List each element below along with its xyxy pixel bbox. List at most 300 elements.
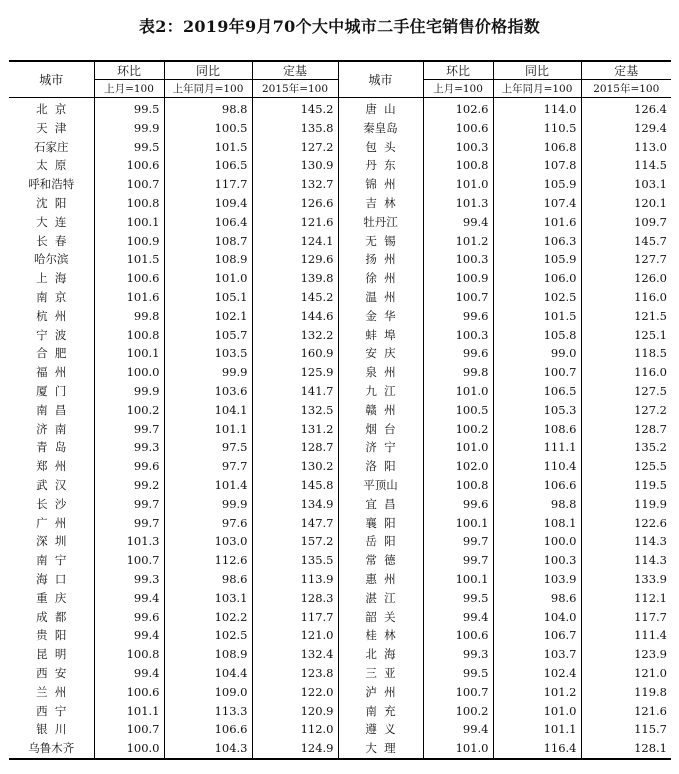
cell-base-left: 132.2 <box>252 326 338 345</box>
cell-base-right: 128.7 <box>581 420 671 439</box>
cell-city-right: 南 充 <box>338 702 423 721</box>
cell-yoy-left: 104.3 <box>164 739 252 759</box>
cell-mom-right: 101.2 <box>423 232 493 251</box>
cell-mom-right: 102.0 <box>423 457 493 476</box>
table-row <box>9 213 671 232</box>
cell-mom-left: 99.5 <box>94 98 164 119</box>
table-row <box>9 194 671 213</box>
cell-city-left: 重 庆 <box>36 590 67 605</box>
cell-mom-left: 99.9 <box>94 119 164 138</box>
table-row <box>9 476 671 495</box>
cell-base-left: 141.7 <box>252 382 338 401</box>
cell-yoy-left: 113.3 <box>164 702 252 721</box>
cell-base-left: 132.7 <box>252 175 338 194</box>
cell-yoy-left: 104.1 <box>164 401 252 420</box>
subheader-yoy-right: 上年同月=100 <box>493 80 581 98</box>
header-yoy-right: 同比 <box>493 61 581 80</box>
cell-city-right: 宜 昌 <box>338 495 423 514</box>
table-row <box>9 532 671 551</box>
cell-yoy-left: 97.7 <box>164 457 252 476</box>
cell-base-left: 128.3 <box>252 589 338 608</box>
cell-base-right: 126.4 <box>581 98 671 119</box>
cell-mom-left: 99.6 <box>94 457 164 476</box>
cell-base-right: 119.8 <box>581 683 671 702</box>
cell-yoy-left: 99.9 <box>164 495 252 514</box>
cell-yoy-right: 106.3 <box>493 232 581 251</box>
cell-mom-right: 100.1 <box>423 570 493 589</box>
cell-city-left: 武 汉 <box>36 477 67 492</box>
table-row <box>9 608 671 627</box>
cell-mom-left: 99.7 <box>94 420 164 439</box>
cell-mom-left: 99.3 <box>94 570 164 589</box>
cell-base-left: 157.2 <box>252 532 338 551</box>
cell-yoy-right: 107.8 <box>493 156 581 175</box>
cell-base-right: 121.5 <box>581 307 671 326</box>
cell-base-right: 127.5 <box>581 382 671 401</box>
cell-yoy-left: 104.4 <box>164 664 252 683</box>
cell-yoy-left: 108.9 <box>164 250 252 269</box>
cell-city-left: 乌鲁木齐 <box>9 739 94 759</box>
cell-base-left: 128.7 <box>252 438 338 457</box>
cell-base-right: 112.1 <box>581 589 671 608</box>
cell-yoy-right: 101.1 <box>493 720 581 739</box>
header-base-right: 定基 <box>581 61 671 80</box>
table-row <box>9 514 671 533</box>
cell-city-left: 哈尔滨 <box>34 252 69 267</box>
table-row <box>9 438 671 457</box>
cell-city-left: 成 都 <box>36 609 67 624</box>
cell-base-left: 135.5 <box>252 551 338 570</box>
cell-city-left: 大 连 <box>36 214 67 229</box>
cell-yoy-left: 103.5 <box>164 344 252 363</box>
cell-city-right: 韶 关 <box>338 608 423 627</box>
cell-mom-right: 100.6 <box>423 119 493 138</box>
header-mom-right: 环比 <box>423 61 493 80</box>
cell-city-right: 牡丹江 <box>338 213 423 232</box>
cell-base-right: 116.0 <box>581 288 671 307</box>
cell-city-left: 贵 阳 <box>36 628 67 643</box>
cell-yoy-right: 105.8 <box>493 326 581 345</box>
cell-yoy-left: 105.7 <box>164 326 252 345</box>
cell-city-left: 长 沙 <box>36 496 67 511</box>
cell-yoy-left: 97.6 <box>164 514 252 533</box>
cell-city-left: 福 州 <box>36 365 67 380</box>
cell-base-right: 127.2 <box>581 401 671 420</box>
cell-city-left: 郑 州 <box>36 459 67 474</box>
cell-mom-right: 100.2 <box>423 702 493 721</box>
cell-base-left: 121.6 <box>252 213 338 232</box>
cell-mom-right: 99.7 <box>423 532 493 551</box>
cell-yoy-right: 100.0 <box>493 532 581 551</box>
header-city-left: 城市 <box>9 61 94 98</box>
table-row <box>9 119 671 138</box>
cell-base-left: 132.4 <box>252 645 338 664</box>
cell-yoy-left: 106.5 <box>164 156 252 175</box>
cell-city-right: 包 头 <box>338 138 423 157</box>
cell-base-right: 129.4 <box>581 119 671 138</box>
cell-city-right: 吉 林 <box>338 194 423 213</box>
cell-base-left: 135.8 <box>252 119 338 138</box>
cell-mom-left: 101.6 <box>94 288 164 307</box>
cell-city-left: 青 岛 <box>36 440 67 455</box>
cell-base-left: 122.0 <box>252 683 338 702</box>
cell-city-left: 合 肥 <box>36 346 67 361</box>
cell-base-right: 126.0 <box>581 269 671 288</box>
header-yoy-left: 同比 <box>164 61 252 80</box>
cell-mom-right: 99.5 <box>423 589 493 608</box>
table-row <box>9 250 671 269</box>
cell-mom-left: 100.1 <box>94 213 164 232</box>
cell-mom-left: 100.2 <box>94 401 164 420</box>
cell-yoy-left: 98.8 <box>164 98 252 119</box>
cell-yoy-left: 100.5 <box>164 119 252 138</box>
cell-base-left: 124.1 <box>252 232 338 251</box>
cell-city-right: 唐 山 <box>338 98 423 119</box>
cell-yoy-left: 109.4 <box>164 194 252 213</box>
cell-city-left: 西 安 <box>36 665 67 680</box>
table-row <box>9 98 671 119</box>
cell-yoy-left: 102.2 <box>164 608 252 627</box>
cell-mom-left: 101.3 <box>94 532 164 551</box>
cell-base-right: 111.4 <box>581 626 671 645</box>
table-title: 表2：2019年9月70个大中城市二手住宅销售价格指数 <box>138 17 541 36</box>
cell-base-right: 121.6 <box>581 702 671 721</box>
cell-city-right: 丹 东 <box>338 156 423 175</box>
cell-mom-left: 99.7 <box>94 514 164 533</box>
cell-yoy-right: 98.6 <box>493 589 581 608</box>
cell-mom-left: 100.8 <box>94 645 164 664</box>
cell-yoy-left: 103.1 <box>164 589 252 608</box>
cell-yoy-right: 104.0 <box>493 608 581 627</box>
table-row <box>9 664 671 683</box>
cell-yoy-left: 109.0 <box>164 683 252 702</box>
cell-mom-right: 100.8 <box>423 156 493 175</box>
cell-base-right: 115.7 <box>581 720 671 739</box>
table-row <box>9 363 671 382</box>
cell-base-left: 124.9 <box>252 739 338 759</box>
cell-base-right: 125.1 <box>581 326 671 345</box>
cell-city-right: 常 德 <box>338 551 423 570</box>
cell-city-right: 岳 阳 <box>338 532 423 551</box>
cell-mom-left: 99.7 <box>94 495 164 514</box>
cell-base-left: 123.8 <box>252 664 338 683</box>
cell-mom-left: 100.7 <box>94 175 164 194</box>
cell-yoy-right: 101.2 <box>493 683 581 702</box>
cell-yoy-left: 103.0 <box>164 532 252 551</box>
cell-base-left: 125.9 <box>252 363 338 382</box>
cell-mom-left: 100.9 <box>94 232 164 251</box>
cell-city-right: 惠 州 <box>338 570 423 589</box>
cell-mom-left: 100.1 <box>94 344 164 363</box>
cell-mom-left: 99.4 <box>94 626 164 645</box>
cell-yoy-left: 106.6 <box>164 720 252 739</box>
cell-mom-right: 99.4 <box>423 608 493 627</box>
cell-base-left: 117.7 <box>252 608 338 627</box>
cell-mom-left: 101.1 <box>94 702 164 721</box>
table-row <box>9 401 671 420</box>
cell-yoy-left: 98.6 <box>164 570 252 589</box>
cell-base-right: 122.6 <box>581 514 671 533</box>
cell-base-right: 121.0 <box>581 664 671 683</box>
cell-yoy-right: 100.3 <box>493 551 581 570</box>
cell-city-left: 海 口 <box>36 571 67 586</box>
table-row <box>9 589 671 608</box>
cell-city-left: 昆 明 <box>36 647 67 662</box>
table-row <box>9 720 671 739</box>
cell-mom-left: 99.5 <box>94 138 164 157</box>
cell-base-right: 103.1 <box>581 175 671 194</box>
cell-base-left: 144.6 <box>252 307 338 326</box>
cell-city-left: 南 昌 <box>36 402 67 417</box>
cell-mom-right: 99.7 <box>423 551 493 570</box>
cell-yoy-right: 103.9 <box>493 570 581 589</box>
cell-yoy-right: 98.8 <box>493 495 581 514</box>
cell-base-right: 113.0 <box>581 138 671 157</box>
table-row <box>9 495 671 514</box>
cell-base-left: 145.2 <box>252 288 338 307</box>
cell-yoy-right: 106.5 <box>493 382 581 401</box>
cell-yoy-right: 110.5 <box>493 119 581 138</box>
cell-city-left: 杭 州 <box>36 308 67 323</box>
cell-yoy-right: 106.0 <box>493 269 581 288</box>
table-row <box>9 175 671 194</box>
cell-city-right: 大 理 <box>338 739 423 759</box>
cell-mom-right: 100.7 <box>423 288 493 307</box>
cell-base-left: 127.2 <box>252 138 338 157</box>
cell-base-right: 109.7 <box>581 213 671 232</box>
cell-yoy-left: 101.0 <box>164 269 252 288</box>
cell-mom-right: 99.6 <box>423 344 493 363</box>
cell-city-right: 温 州 <box>338 288 423 307</box>
cell-yoy-left: 108.9 <box>164 645 252 664</box>
cell-mom-right: 101.0 <box>423 382 493 401</box>
cell-yoy-left: 97.5 <box>164 438 252 457</box>
cell-mom-right: 100.3 <box>423 326 493 345</box>
cell-base-left: 126.6 <box>252 194 338 213</box>
cell-mom-left: 100.7 <box>94 720 164 739</box>
cell-base-left: 129.6 <box>252 250 338 269</box>
subheader-mom-left: 上月=100 <box>94 80 164 98</box>
cell-yoy-left: 101.5 <box>164 138 252 157</box>
table-row <box>9 645 671 664</box>
cell-base-right: 120.1 <box>581 194 671 213</box>
table-row <box>9 683 671 702</box>
table-row <box>9 739 671 759</box>
cell-city-right: 泸 州 <box>338 683 423 702</box>
table-row <box>9 269 671 288</box>
cell-mom-left: 100.6 <box>94 156 164 175</box>
cell-city-left: 南 京 <box>36 289 67 304</box>
cell-mom-right: 99.8 <box>423 363 493 382</box>
cell-yoy-right: 103.7 <box>493 645 581 664</box>
subheader-base-right: 2015年=100 <box>581 80 671 98</box>
cell-mom-left: 100.0 <box>94 739 164 759</box>
cell-mom-left: 101.5 <box>94 250 164 269</box>
cell-yoy-left: 102.1 <box>164 307 252 326</box>
cell-yoy-right: 108.1 <box>493 514 581 533</box>
table-row <box>9 551 671 570</box>
cell-city-right: 锦 州 <box>338 175 423 194</box>
cell-city-right: 安 庆 <box>338 344 423 363</box>
cell-city-left: 济 南 <box>36 421 67 436</box>
cell-base-right: 114.3 <box>581 551 671 570</box>
table-row <box>9 307 671 326</box>
cell-mom-right: 101.3 <box>423 194 493 213</box>
cell-base-left: 112.0 <box>252 720 338 739</box>
table-row <box>9 156 671 175</box>
cell-city-right: 扬 州 <box>338 250 423 269</box>
cell-base-left: 113.9 <box>252 570 338 589</box>
cell-base-right: 117.7 <box>581 608 671 627</box>
cell-yoy-right: 101.5 <box>493 307 581 326</box>
cell-yoy-left: 105.1 <box>164 288 252 307</box>
cell-mom-left: 100.8 <box>94 326 164 345</box>
cell-yoy-left: 99.9 <box>164 363 252 382</box>
cell-mom-right: 101.0 <box>423 175 493 194</box>
cell-city-left: 北 京 <box>36 102 67 116</box>
cell-city-left: 南 宁 <box>36 553 67 568</box>
cell-base-left: 145.8 <box>252 476 338 495</box>
cell-mom-right: 100.9 <box>423 269 493 288</box>
cell-city-left: 长 春 <box>36 233 67 248</box>
cell-yoy-right: 107.4 <box>493 194 581 213</box>
cell-yoy-right: 114.0 <box>493 98 581 119</box>
cell-yoy-right: 105.9 <box>493 250 581 269</box>
cell-base-left: 139.8 <box>252 269 338 288</box>
cell-yoy-right: 106.6 <box>493 476 581 495</box>
cell-mom-left: 100.8 <box>94 194 164 213</box>
cell-city-right: 烟 台 <box>338 420 423 439</box>
cell-city-left: 呼和浩特 <box>28 177 75 192</box>
table-body <box>9 98 671 759</box>
cell-base-right: 114.5 <box>581 156 671 175</box>
cell-yoy-right: 105.9 <box>493 175 581 194</box>
cell-base-right: 128.1 <box>581 739 671 759</box>
cell-yoy-right: 100.7 <box>493 363 581 382</box>
cell-city-right: 遵 义 <box>338 720 423 739</box>
cell-city-right: 秦皇岛 <box>338 119 423 138</box>
cell-yoy-left: 106.4 <box>164 213 252 232</box>
subheader-yoy-left: 上年同月=100 <box>164 80 252 98</box>
cell-base-left: 147.7 <box>252 514 338 533</box>
cell-mom-left: 99.3 <box>94 438 164 457</box>
cell-yoy-right: 106.7 <box>493 626 581 645</box>
subheader-mom-right: 上月=100 <box>423 80 493 98</box>
cell-city-right: 泉 州 <box>338 363 423 382</box>
cell-base-left: 132.5 <box>252 401 338 420</box>
table-row <box>9 288 671 307</box>
cell-city-left: 深 圳 <box>36 534 67 549</box>
table-row <box>9 344 671 363</box>
cell-mom-right: 99.6 <box>423 307 493 326</box>
cell-mom-right: 100.2 <box>423 420 493 439</box>
cell-mom-left: 99.2 <box>94 476 164 495</box>
cell-base-right: 119.9 <box>581 495 671 514</box>
table-row <box>9 138 671 157</box>
cell-mom-left: 99.8 <box>94 307 164 326</box>
cell-yoy-left: 101.4 <box>164 476 252 495</box>
cell-base-right: 119.5 <box>581 476 671 495</box>
cell-yoy-right: 106.8 <box>493 138 581 157</box>
cell-city-left: 广 州 <box>36 515 67 530</box>
cell-base-left: 120.9 <box>252 702 338 721</box>
cell-base-left: 121.0 <box>252 626 338 645</box>
cell-yoy-right: 102.4 <box>493 664 581 683</box>
cell-mom-right: 100.1 <box>423 514 493 533</box>
cell-base-left: 130.2 <box>252 457 338 476</box>
subheader-base-left: 2015年=100 <box>252 80 338 98</box>
cell-city-right: 无 锡 <box>338 232 423 251</box>
table-row <box>9 326 671 345</box>
cell-city-right: 桂 林 <box>338 626 423 645</box>
cell-city-left: 厦 门 <box>36 383 67 398</box>
cell-mom-left: 100.7 <box>94 551 164 570</box>
cell-base-right: 116.0 <box>581 363 671 382</box>
cell-city-left: 天 津 <box>36 120 67 135</box>
cell-base-right: 125.5 <box>581 457 671 476</box>
cell-base-right: 133.9 <box>581 570 671 589</box>
cell-mom-right: 100.8 <box>423 476 493 495</box>
cell-city-left: 石家庄 <box>34 139 69 154</box>
cell-city-right: 蚌 埠 <box>338 326 423 345</box>
cell-yoy-left: 117.7 <box>164 175 252 194</box>
table-row <box>9 420 671 439</box>
cell-yoy-right: 99.0 <box>493 344 581 363</box>
header-mom-left: 环比 <box>94 61 164 80</box>
cell-mom-left: 100.6 <box>94 269 164 288</box>
cell-mom-right: 99.4 <box>423 213 493 232</box>
cell-mom-right: 100.3 <box>423 138 493 157</box>
cell-city-right: 赣 州 <box>338 401 423 420</box>
cell-city-left: 宁 波 <box>36 327 67 342</box>
cell-yoy-right: 101.0 <box>493 702 581 721</box>
cell-yoy-right: 101.6 <box>493 213 581 232</box>
cell-mom-right: 100.3 <box>423 250 493 269</box>
table-row <box>9 382 671 401</box>
cell-yoy-right: 108.6 <box>493 420 581 439</box>
cell-city-right: 洛 阳 <box>338 457 423 476</box>
cell-base-right: 123.9 <box>581 645 671 664</box>
table-row <box>9 702 671 721</box>
cell-mom-left: 99.4 <box>94 589 164 608</box>
cell-base-right: 114.3 <box>581 532 671 551</box>
cell-city-left: 兰 州 <box>36 684 67 699</box>
cell-yoy-right: 102.5 <box>493 288 581 307</box>
cell-yoy-left: 103.6 <box>164 382 252 401</box>
cell-mom-right: 101.0 <box>423 739 493 759</box>
cell-base-right: 135.2 <box>581 438 671 457</box>
cell-yoy-right: 116.4 <box>493 739 581 759</box>
cell-mom-right: 102.6 <box>423 98 493 119</box>
cell-mom-right: 100.7 <box>423 683 493 702</box>
cell-mom-right: 99.6 <box>423 495 493 514</box>
cell-mom-left: 100.6 <box>94 683 164 702</box>
cell-city-right: 三 亚 <box>338 664 423 683</box>
cell-base-left: 130.9 <box>252 156 338 175</box>
header-city-right: 城市 <box>338 61 423 98</box>
cell-base-left: 131.2 <box>252 420 338 439</box>
cell-city-right: 北 海 <box>338 645 423 664</box>
cell-yoy-left: 112.6 <box>164 551 252 570</box>
cell-city-left: 银 川 <box>36 722 67 737</box>
cell-city-right: 襄 阳 <box>338 514 423 533</box>
cell-city-left: 上 海 <box>36 271 67 286</box>
table-row <box>9 232 671 251</box>
cell-mom-left: 99.9 <box>94 382 164 401</box>
cell-city-left: 太 原 <box>36 158 67 173</box>
cell-yoy-left: 108.7 <box>164 232 252 251</box>
cell-mom-right: 100.5 <box>423 401 493 420</box>
